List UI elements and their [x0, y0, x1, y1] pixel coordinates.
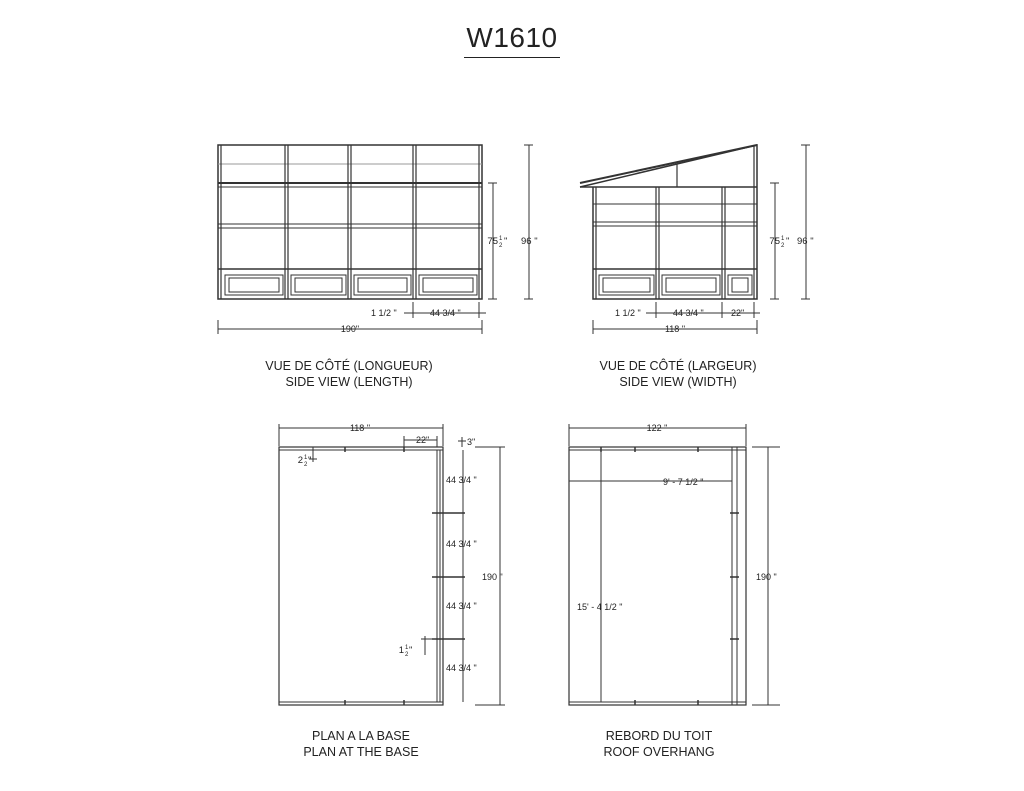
side-width-total-width: 118 " — [664, 324, 686, 334]
inch-mark: " — [409, 645, 413, 656]
side-length-post-dim: 1 1/2 " — [371, 308, 397, 318]
roof-overhang — [569, 423, 780, 705]
frac-den: 2 — [405, 652, 409, 658]
plan-module-dim-2: 44 3/4 " — [446, 539, 477, 549]
caption-side-width — [548, 358, 808, 390]
roof-inner-length-dim: 15' - 4 1/2 " — [577, 602, 623, 612]
frac-den: 2 — [781, 243, 785, 249]
roof-outline — [569, 447, 746, 705]
plan-module-dim-1: 44 3/4 " — [446, 475, 477, 485]
frac-den: 2 — [499, 243, 503, 249]
plan-sill-dim: 2 — [297, 455, 303, 466]
frac-num: 1 — [405, 645, 409, 651]
caption-roof-overhang — [529, 728, 789, 760]
caption-plan-base-en: PLAN AT THE BASE — [303, 745, 419, 759]
plan-door-dim: 22" — [416, 435, 430, 445]
title-text: W1610 — [464, 22, 559, 58]
side-length-total-height: 96 " — [521, 236, 538, 247]
side-length-frame — [218, 145, 482, 299]
caption-plan-base — [231, 728, 491, 760]
side-width-total-height: 96 " — [797, 236, 814, 247]
side-length-total-length: 190" — [340, 324, 360, 334]
side-length-module-dim: 44 3/4 " — [430, 308, 461, 318]
side-width-module-dim: 44 3/4 " — [673, 308, 704, 318]
side-width-door-dim: 22" — [731, 308, 745, 318]
roof-length-dim: 190 " — [756, 572, 777, 582]
plan-module-dim-4: 44 3/4 " — [446, 663, 477, 673]
frac-den: 2 — [304, 462, 308, 468]
plan-floor-outline — [279, 447, 443, 705]
roof-width-dim: 122 " — [646, 423, 668, 433]
frac-num: 1 — [781, 236, 785, 242]
side-view-width — [580, 145, 814, 334]
roof-inner-width-dim: 9' - 7 1/2 " — [663, 477, 704, 487]
caption-side-length-en: SIDE VIEW (LENGTH) — [285, 375, 413, 389]
plan-corner-dim: 3" — [467, 437, 476, 447]
caption-roof-overhang-fr: REBORD DU TOIT — [605, 729, 713, 743]
inch-mark: " — [786, 236, 790, 247]
frac-num: 1 — [499, 236, 503, 242]
caption-side-length — [219, 358, 479, 390]
side-view-length — [218, 145, 538, 334]
caption-side-length-fr: VUE DE CÔTÉ (LONGUEUR) — [265, 359, 433, 373]
plan-width-dim: 118 " — [349, 423, 371, 433]
caption-side-width-fr: VUE DE CÔTÉ (LARGEUR) — [599, 359, 757, 373]
plan-module-dim-3: 44 3/4 " — [446, 601, 477, 611]
side-width-post-dim: 1 1/2 " — [615, 308, 641, 318]
caption-plan-base-fr: PLAN A LA BASE — [312, 729, 410, 743]
frac-num: 1 — [304, 455, 308, 461]
plan-post-dim: 1 — [398, 645, 404, 656]
inch-mark: " — [308, 455, 312, 466]
plan-at-base — [279, 423, 505, 705]
side-length-wall-height: 75 — [487, 236, 498, 247]
caption-roof-overhang-en: ROOF OVERHANG — [603, 745, 715, 759]
caption-side-width-en: SIDE VIEW (WIDTH) — [619, 375, 737, 389]
side-width-wall-height: 75 — [769, 236, 780, 247]
side-width-kick-panels — [599, 275, 752, 295]
plan-length-dim: 190 " — [482, 572, 503, 582]
inch-mark: " — [504, 236, 508, 247]
